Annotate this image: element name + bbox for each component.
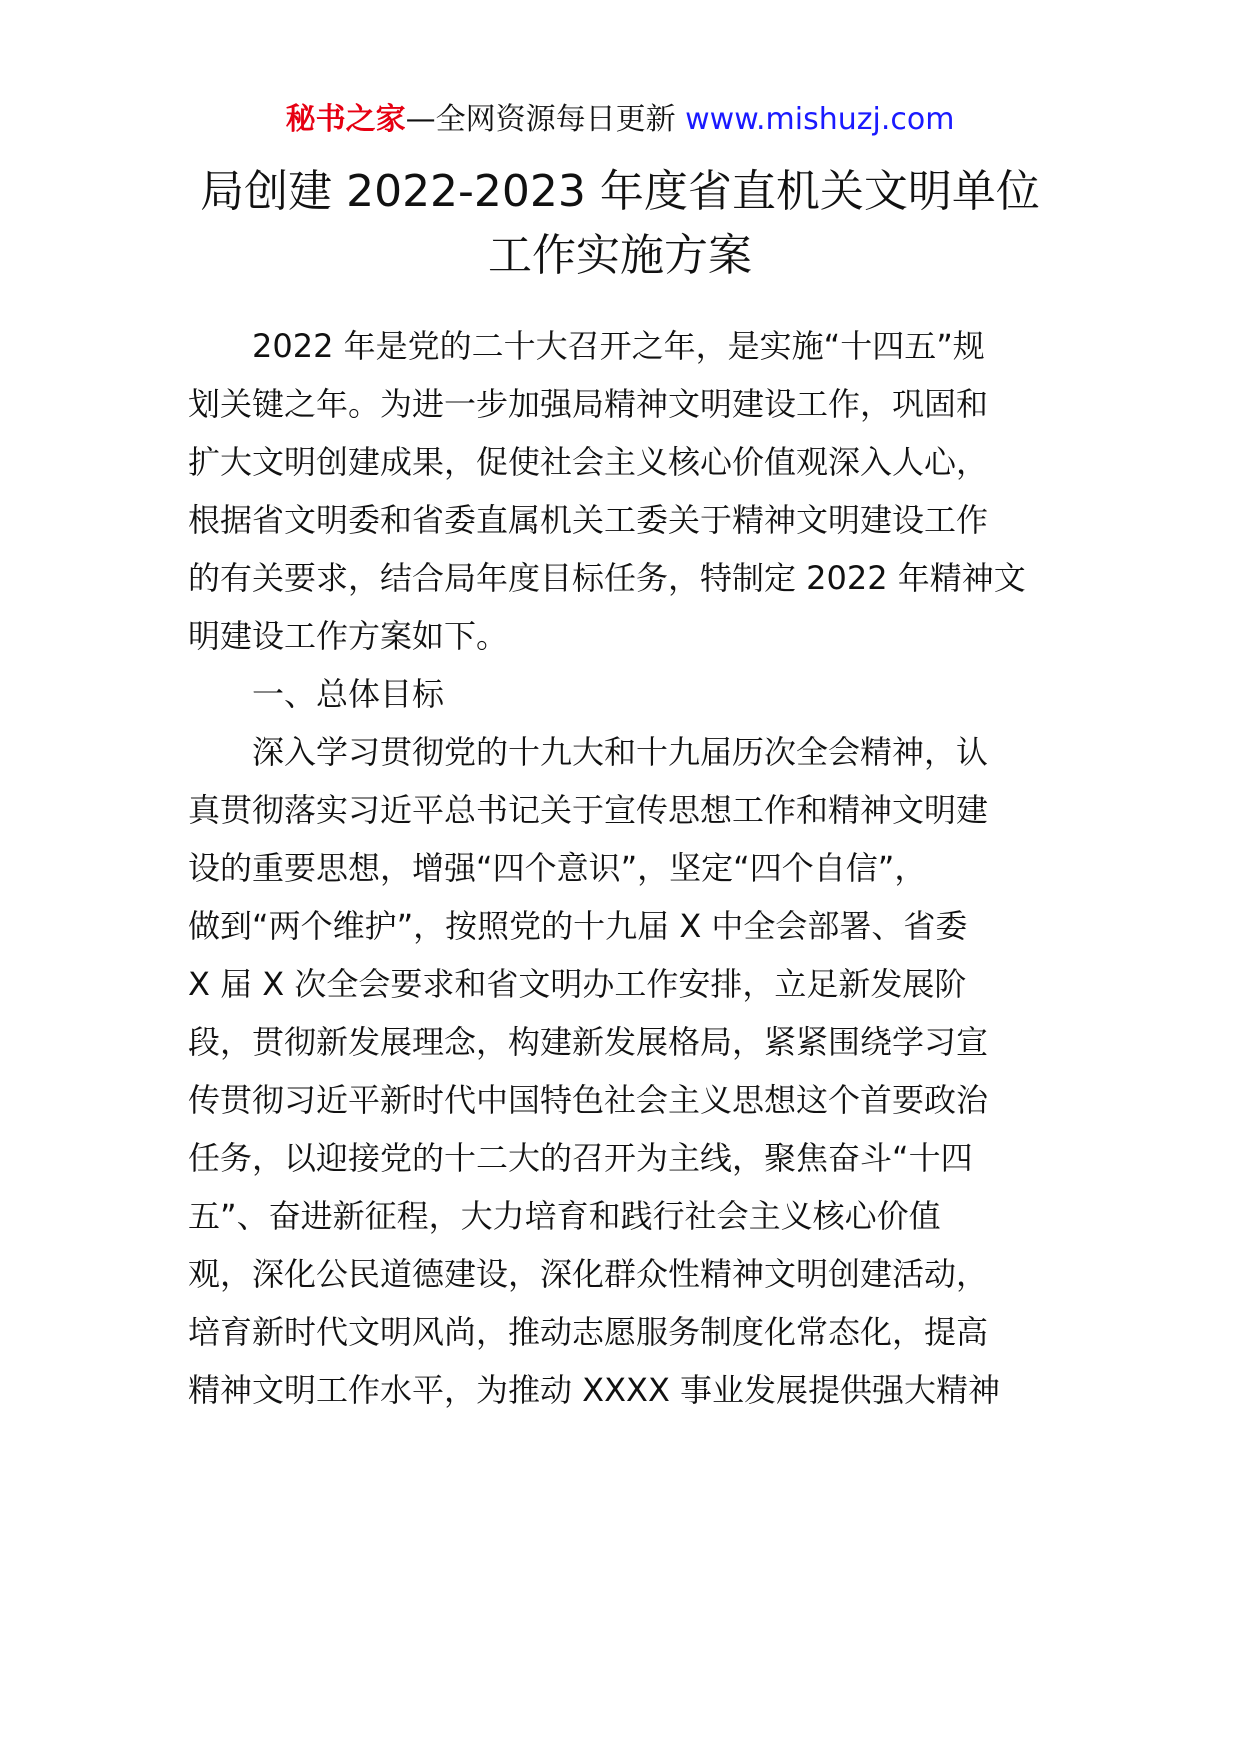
site-header bbox=[0, 100, 1240, 140]
site-url-link[interactable]: www.mishuzj.com bbox=[685, 102, 955, 137]
document-title-line-1: 局创建 2022-2023 年度省直机关文明单位 bbox=[200, 166, 1040, 217]
paragraph-line: 精神文明工作水平，为推动 XXXX 事业发展提供强大精神 bbox=[188, 1371, 1001, 1409]
paragraph-line: 根据省文明委和省委直属机关工委关于精神文明建设工作 bbox=[188, 501, 989, 539]
paragraph-line: 做到“两个维护”，按照党的十九届 X 中全会部署、省委 bbox=[188, 907, 968, 945]
paragraph-line: 深入学习贯彻党的十九大和十九届历次全会精神，认 bbox=[252, 733, 989, 771]
paragraph-line: 观，深化公民道德建设，深化群众性精神文明创建活动， bbox=[188, 1255, 989, 1293]
paragraph-line: 设的重要思想，增强“四个意识”，坚定“四个自信”， bbox=[188, 849, 927, 887]
document-title-line-2: 工作实施方案 bbox=[488, 230, 752, 281]
paragraph-line: 2022 年是党的二十大召开之年，是实施“十四五”规 bbox=[252, 327, 985, 365]
paragraph-line: 培育新时代文明风尚，推动志愿服务制度化常态化，提高 bbox=[188, 1313, 989, 1351]
paragraph-line: X 届 X 次全会要求和省文明办工作安排，立足新发展阶 bbox=[188, 965, 967, 1003]
paragraph-line: 真贯彻落实习近平总书记关于宣传思想工作和精神文明建 bbox=[188, 791, 989, 829]
site-brand: 秘书之家 bbox=[285, 102, 406, 137]
paragraph-line: 传贯彻习近平新时代中国特色社会主义思想这个首要政治 bbox=[188, 1081, 989, 1119]
paragraph-line: 任务，以迎接党的十二大的召开为主线，聚焦奋斗“十四 bbox=[188, 1139, 973, 1177]
section-heading: 一、总体目标 bbox=[252, 675, 445, 713]
paragraph-line: 明建设工作方案如下。 bbox=[188, 617, 509, 655]
paragraph-line: 扩大文明创建成果，促使社会主义核心价值观深入人心， bbox=[188, 443, 989, 481]
site-slogan: —全网资源每日更新 bbox=[405, 102, 686, 137]
paragraph-line: 划关键之年。为进一步加强局精神文明建设工作，巩固和 bbox=[188, 385, 989, 423]
paragraph-line: 五”、奋进新征程，大力培育和践行社会主义核心价值 bbox=[188, 1197, 941, 1235]
paragraph-line: 的有关要求，结合局年度目标任务，特制定 2022 年精神文 bbox=[188, 559, 1026, 597]
paragraph-line: 段，贯彻新发展理念，构建新发展格局，紧紧围绕学习宣 bbox=[188, 1023, 989, 1061]
